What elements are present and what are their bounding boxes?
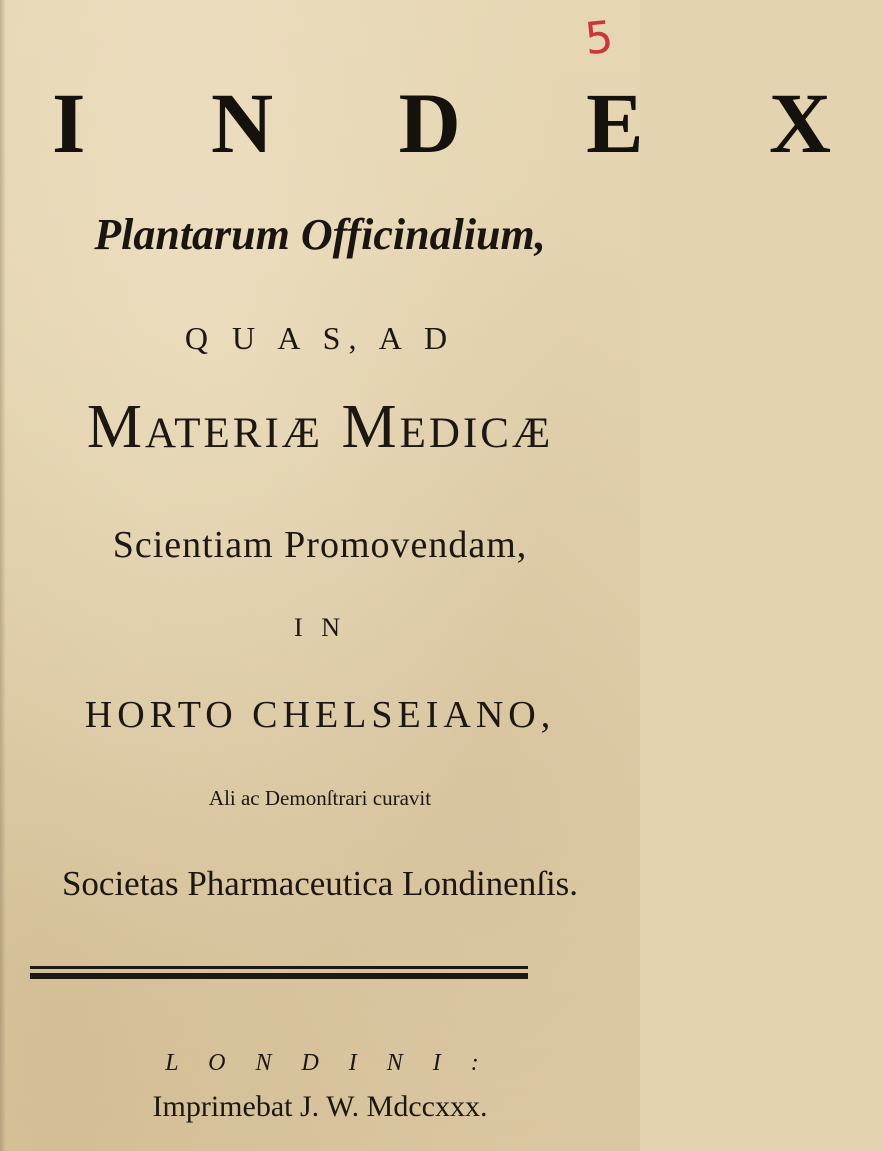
- societas-line: Societas Pharmaceutica Londinenſis.: [61, 864, 579, 903]
- divider-thin: [30, 966, 528, 969]
- materiae-medicae-line: Materiæ Medicæ: [86, 393, 554, 461]
- in-line: I N: [294, 613, 346, 642]
- subtitle: Plantarum Officinalium,: [94, 210, 546, 259]
- book-title: I N D E X: [52, 75, 883, 171]
- quas-ad-line: Q U A S, A D: [184, 320, 456, 356]
- page-edge-shadow: [0, 0, 6, 1151]
- ali-line: Ali ac Demonſtrari curavit: [208, 786, 432, 810]
- divider-thick: [30, 973, 528, 979]
- imprint-place: L O N D I N I :: [165, 1050, 491, 1076]
- corner-mark: 5: [582, 11, 616, 66]
- horto-line: HORTO CHELSEIANO,: [84, 694, 556, 736]
- imprint-printer: Imprimebat J. W. Mdccxxx.: [152, 1090, 488, 1123]
- scientiam-line: Scientiam Promovendam,: [112, 524, 528, 566]
